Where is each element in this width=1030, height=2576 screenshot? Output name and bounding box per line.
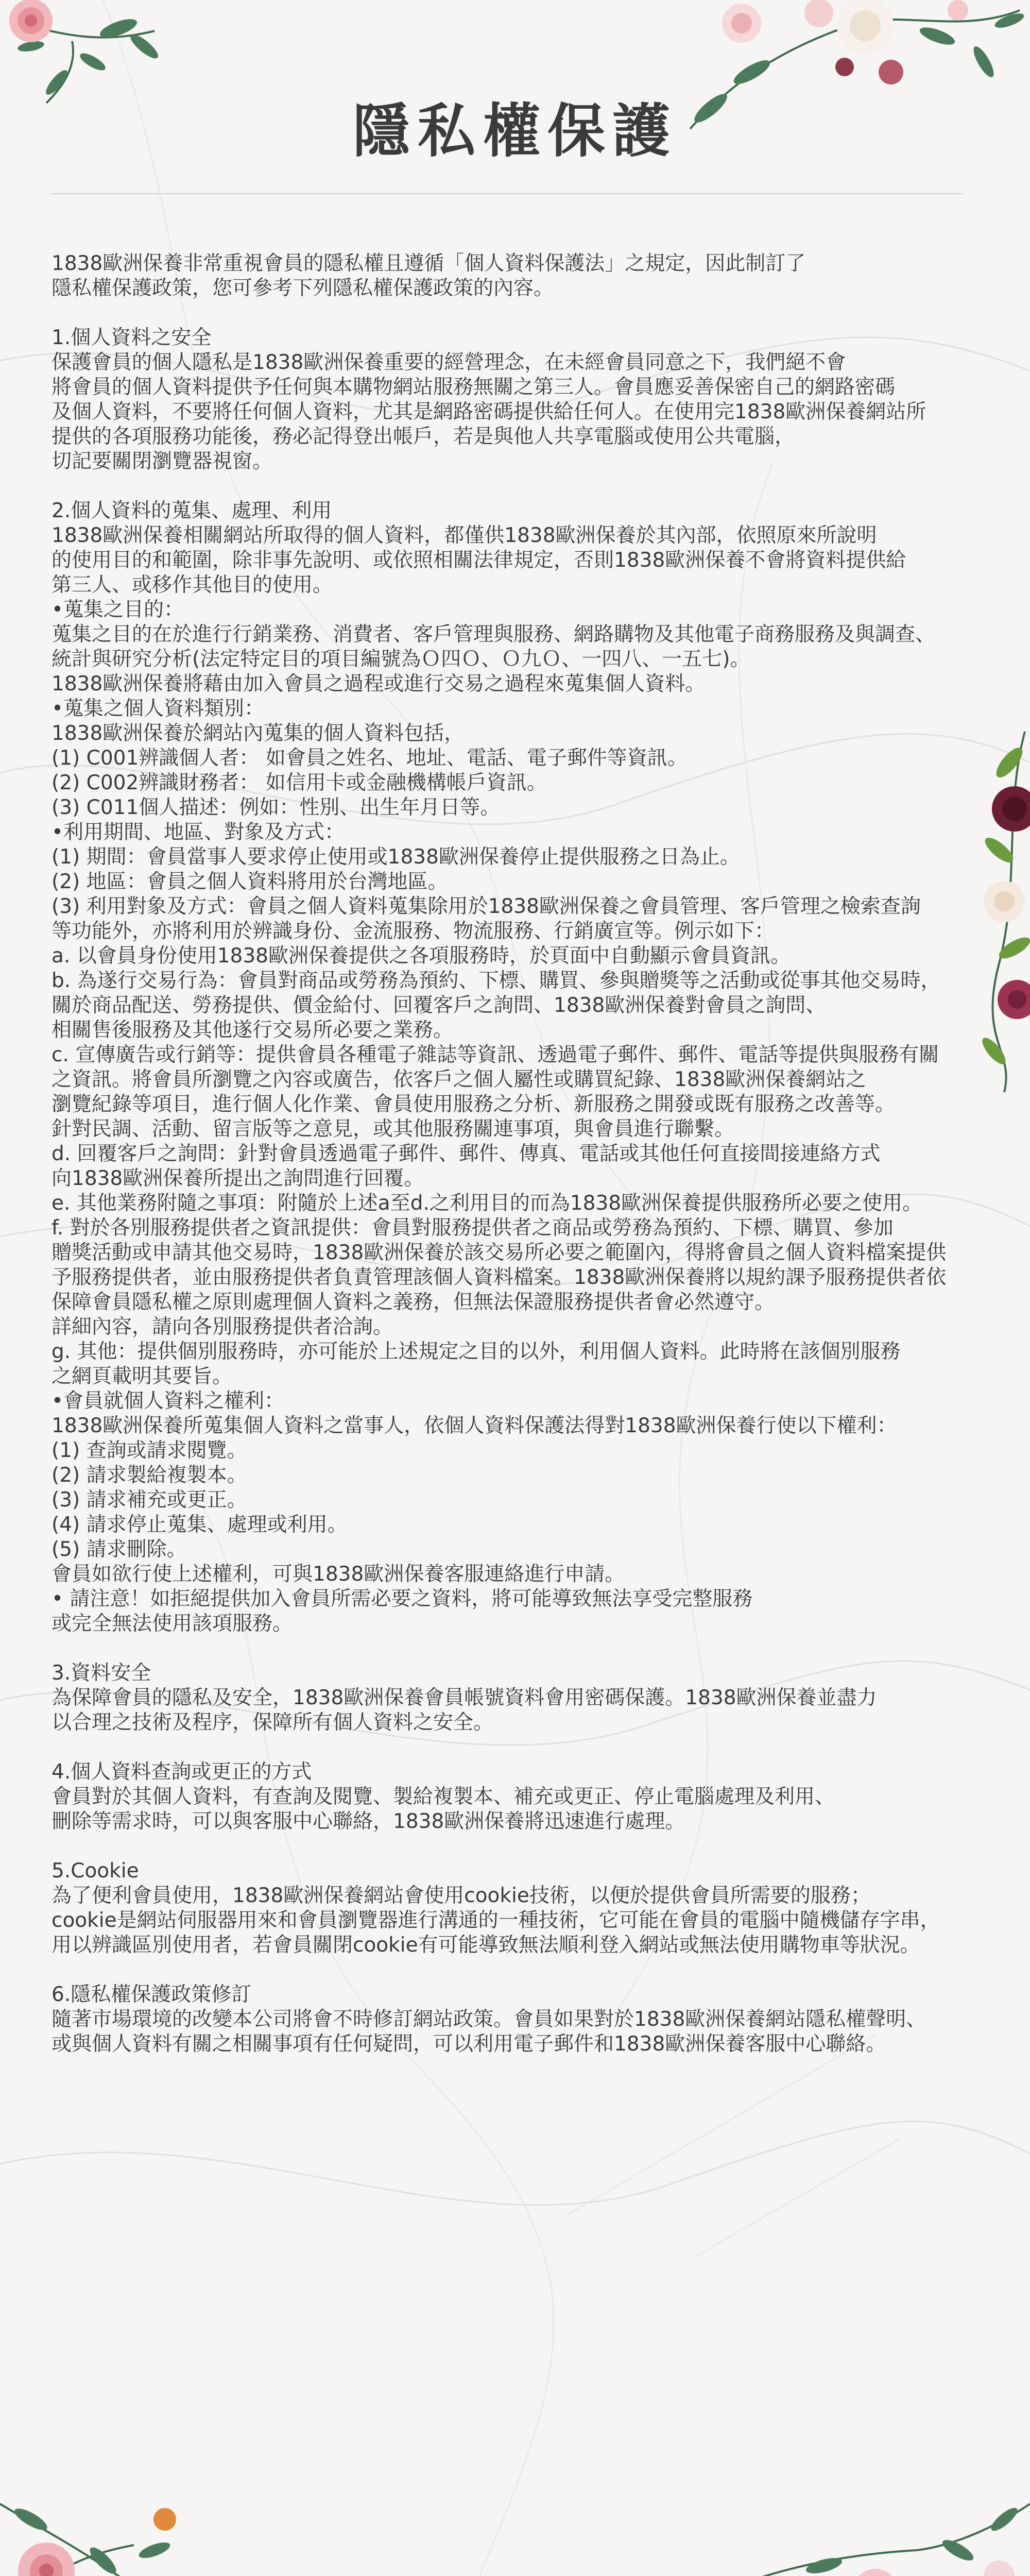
section-heading: 2.個人資料的蒐集、處理、利用	[52, 499, 332, 522]
policy-text-line: (5) 請求刪除。	[52, 1538, 187, 1561]
policy-text-line: 之資訊。將會員所瀏覽之內容或廣告，依客戶之個人屬性或購買紀錄、1838歐洲保養網站之	[52, 1068, 866, 1091]
policy-text-line: cookie是網站伺服器用來和會員瀏覽器進行溝通的一種技術，它可能在會員的電腦中隨機儲存字串，	[52, 1909, 940, 1932]
policy-text-line: 針對民調、活動、留言版等之意見，或其他服務關連事項，與會員進行聯繫。	[52, 1117, 735, 1141]
policy-text-line: 蒐集之目的在於進行行銷業務、消費者、客戶管理與服務、網路購物及其他電子商務服務及與調查、	[52, 623, 936, 646]
policy-text-line: 1838歐洲保養將藉由加入會員之過程或進行交易之過程來蒐集個人資料。	[52, 672, 706, 696]
section-heading: 3.資料安全	[52, 1662, 151, 1685]
section-spacer	[52, 1735, 1020, 1760]
policy-text-line: (2) 地區：會員之個人資料將用於台灣地區。	[52, 870, 448, 893]
policy-text-line: (1) 期間：會員當事人要求停止使用或1838歐洲保養停止提供服務之日為止。	[52, 845, 740, 869]
page-title: 隱私權保護	[353, 98, 677, 165]
section-spacer	[52, 474, 1020, 499]
policy-text-line: (3) 利用對象及方式：會員之個人資料蒐集除用於1838歐洲保養之會員管理、客戶管理之檢索查詢	[52, 895, 921, 918]
policy-text-line: f. 對於各別服務提供者之資訊提供：會員對服務提供者之商品或勞務為預約、下標、購買、參加	[52, 1216, 894, 1240]
policy-section	[52, 1859, 1020, 1958]
policy-text-line: •蒐集之個人資料類別：	[52, 697, 265, 720]
policy-text-line: (2) 請求製給複製本。	[52, 1464, 247, 1487]
policy-text-line: 之網頁載明其要旨。	[52, 1365, 233, 1388]
section-spacer	[52, 1958, 1020, 1982]
title-divider	[52, 193, 963, 194]
policy-section	[52, 1760, 1020, 1834]
policy-text-line: b. 為遂行交易行為：會員對商品或勞務為預約、下標、購買、參與贈獎等之活動或從事其他交易時，	[52, 969, 941, 992]
section-spacer	[52, 301, 1020, 326]
policy-text-line: 切記要關閉瀏覽器視窗。	[52, 450, 273, 473]
policy-text-line: (2) C002辨識財務者： 如信用卡或金融機構帳戶資訊。	[52, 771, 547, 794]
policy-text-line: 會員如欲行使上述權利，可與1838歐洲保養客服連絡進行申請。	[52, 1563, 625, 1586]
policy-text-line: 詳細內容，請向各別服務提供者洽詢。	[52, 1315, 393, 1338]
privacy-policy-body	[52, 251, 1020, 2057]
policy-text-line: (3) 請求補充或更正。	[52, 1488, 247, 1512]
policy-text-line: 1838歐洲保養於網站內蒐集的個人資料包括，	[52, 722, 465, 745]
policy-text-line: 保護會員的個人隱私是1838歐洲保養重要的經營理念，在未經會員同意之下，我們絕不會	[52, 351, 846, 374]
policy-section	[52, 1661, 1020, 1735]
policy-text-line: 或與個人資料有關之相關事項有任何疑問，可以利用電子郵件和1838歐洲保養客服中心聯絡。	[52, 2032, 886, 2056]
policy-text-line: 瀏覽紀錄等項目，進行個人化作業、會員使用服務之分析、新服務之開發或既有服務之改善等。	[52, 1093, 896, 1116]
floral-decoration-bottom-right	[670, 2473, 1030, 2576]
policy-section	[52, 499, 1020, 1636]
section-spacer	[52, 1636, 1020, 1661]
policy-text-line: (1) C001辨識個人者： 如會員之姓名、地址、電話、電子郵件等資訊。	[52, 747, 688, 770]
policy-text-line: 以合理之技術及程序，保障所有個人資料之安全。	[52, 1711, 494, 1734]
policy-text-line: (4) 請求停止蒐集、處理或利用。	[52, 1513, 348, 1536]
section-heading: 6.隱私權保護政策修訂	[52, 1983, 252, 2006]
section-heading: 1.個人資料之安全	[52, 326, 212, 349]
policy-text-line: e. 其他業務附隨之事項：附隨於上述a至d.之利用目的而為1838歐洲保養提供服務所必要之使用。	[52, 1192, 923, 1215]
policy-text-line: 隨著市場環境的改變本公司將會不時修訂網站政策。會員如果對於1838歐洲保養網站隱私權聲明、	[52, 2008, 926, 2031]
policy-text-line: •會員就個人資料之權利：	[52, 1389, 285, 1413]
policy-text-line: 保障會員隱私權之原則處理個人資料之義務，但無法保證服務提供者會必然遵守。	[52, 1291, 775, 1314]
policy-text-line: • 請注意！如拒絕提供加入會員所需必要之資料，將可能導致無法享受完整服務	[52, 1587, 753, 1611]
policy-text-line: 提供的各項服務功能後，務必記得登出帳戶，若是與他人共享電腦或使用公共電腦，	[52, 425, 795, 448]
policy-text-line: 或完全無法使用該項服務。	[52, 1612, 293, 1635]
policy-text-line: 等功能外，亦將利用於辨識身份、金流服務、物流服務、行銷廣宣等。例示如下：	[52, 920, 775, 943]
policy-text-line: 贈獎活動或申請其他交易時，1838歐洲保養於該交易所必要之範圍內，得將會員之個人資料檔案提供	[52, 1241, 947, 1264]
policy-text-line: 將會員的個人資料提供予任何與本購物網站服務無關之第三人。會員應妥善保密自己的網路密碼	[52, 376, 896, 399]
policy-text-line: (3) C011個人描述：例如：性別、出生年月日等。	[52, 796, 501, 819]
policy-text-line: 刪除等需求時，可以與客服中心聯絡，1838歐洲保養將迅速進行處理。	[52, 1810, 685, 1833]
policy-text-line: •利用期間、地區、對象及方式：	[52, 821, 345, 844]
policy-text-line: 及個人資料，不要將任何個人資料，尤其是網路密碼提供給任何人。在使用完1838歐洲保養網站所	[52, 400, 926, 423]
policy-text-line: 會員對於其個人資料，有查詢及閱覽、製給複製本、補充或更正、停止電腦處理及利用、	[52, 1785, 835, 1808]
policy-section	[52, 1982, 1020, 2057]
section-heading: 5.Cookie	[52, 1859, 139, 1883]
section-heading: 4.個人資料查詢或更正的方式	[52, 1760, 312, 1784]
policy-text-line: •蒐集之目的：	[52, 598, 184, 621]
policy-text-line: (1) 查詢或請求閱覽。	[52, 1439, 247, 1462]
policy-text-line: 1838歐洲保養非常重視會員的隱私權且遵循「個人資料保護法」之規定，因此制訂了	[52, 252, 806, 275]
policy-text-line: 第三人、或移作其他目的使用。	[52, 573, 333, 597]
policy-text-line: 相關售後服務及其他遂行交易所必要之業務。	[52, 1019, 454, 1042]
policy-text-line: 向1838歐洲保養所提出之詢問進行回覆。	[52, 1167, 424, 1190]
policy-text-line: 予服務提供者，並由服務提供者負責管理該個人資料檔案。1838歐洲保養將以規約課予服務提供者依	[52, 1266, 947, 1289]
policy-text-line: 1838歐洲保養所蒐集個人資料之當事人，依個人資料保護法得對1838歐洲保養行使以下權利：	[52, 1414, 897, 1437]
policy-text-line: g. 其他：提供個別服務時，亦可能於上述規定之目的以外，利用個人資料。此時將在該個別服務	[52, 1340, 901, 1363]
policy-section	[52, 251, 1020, 301]
section-spacer	[52, 1834, 1020, 1859]
policy-text-line: 1838歐洲保養相關網站所取得的個人資料，都僅供1838歐洲保養於其內部，依照原來所說明	[52, 524, 877, 547]
policy-text-line: 隱私權保護政策，您可參考下列隱私權保護政策的內容。	[52, 277, 554, 300]
policy-text-line: a. 以會員身份使用1838歐洲保養提供之各項服務時，於頁面中自動顯示會員資訊。	[52, 944, 791, 968]
policy-text-line: 用以辨識區別使用者，若會員關閉cookie有可能導致無法順利登入網站或無法使用購物車等狀況。	[52, 1934, 920, 1957]
policy-text-line: c. 宣傳廣告或行銷等：提供會員各種電子雜誌等資訊、透過電子郵件、郵件、電話等提供與服務有關	[52, 1043, 939, 1066]
policy-text-line: 為了便利會員使用，1838歐洲保養網站會使用cookie技術，以便於提供會員所需要的服務；	[52, 1884, 871, 1907]
policy-text-line: 為保障會員的隱私及安全，1838歐洲保養會員帳號資料會用密碼保護。1838歐洲保養並盡力	[52, 1686, 877, 1709]
policy-section	[52, 326, 1020, 474]
policy-text-line: d. 回覆客戶之詢問：針對會員透過電子郵件、郵件、傳真、電話或其他任何直接間接連絡方式	[52, 1142, 881, 1165]
floral-decoration-bottom-left	[0, 2442, 268, 2576]
policy-text-line: 統計與研究分析(法定特定目的項目編號為Ｏ四Ｏ、Ｏ九Ｏ、一四八、一五七)。	[52, 648, 750, 671]
policy-text-line: 關於商品配送、勞務提供、價金給付、回覆客戶之詢問、1838歐洲保養對會員之詢問、	[52, 994, 826, 1017]
policy-text-line: 的使用目的和範圍，除非事先說明、或依照相關法律規定，否則1838歐洲保養不會將資料提供給	[52, 549, 906, 572]
